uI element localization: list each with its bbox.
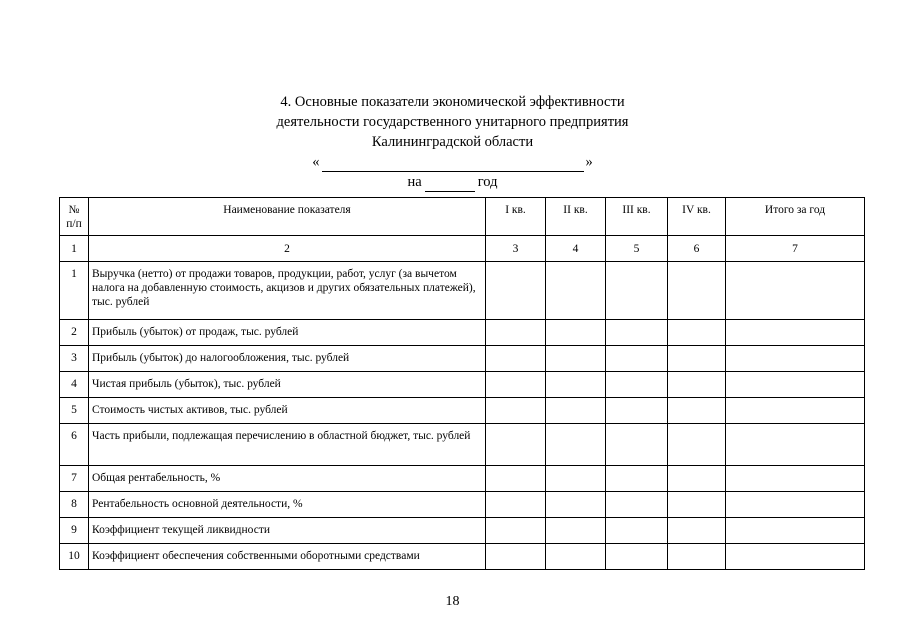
header-q3: III кв. (606, 198, 668, 236)
table-row (60, 372, 865, 398)
value-cell-total (726, 346, 865, 372)
header-q1: I кв. (486, 198, 546, 236)
column-number: 5 (606, 236, 668, 262)
value-cell-q1 (486, 518, 546, 544)
indicator-name: Рентабельность основной деятельности, % (89, 492, 486, 518)
document-title (0, 92, 905, 192)
value-cell-total (726, 320, 865, 346)
value-cell-q4 (668, 262, 726, 320)
indicators-table (59, 197, 865, 570)
column-numbers-row (60, 236, 865, 262)
value-cell-q3 (606, 320, 668, 346)
value-cell-q2 (546, 262, 606, 320)
indicator-name: Прибыль (убыток) до налогообложения, тыс. рублей (89, 346, 486, 372)
quote-close: » (585, 154, 593, 170)
value-cell-q1 (486, 544, 546, 570)
enterprise-name-line (0, 152, 905, 172)
column-number: 3 (486, 236, 546, 262)
title-line-3: Калининградской области (371, 134, 534, 150)
value-cell-q3 (606, 466, 668, 492)
value-cell-q3 (606, 262, 668, 320)
table-row (60, 492, 865, 518)
table-row (60, 398, 865, 424)
quote-open: « (312, 154, 320, 170)
column-number: 6 (668, 236, 726, 262)
value-cell-q2 (546, 544, 606, 570)
year-line (0, 172, 905, 192)
year-prefix: на (407, 174, 422, 190)
value-cell-total (726, 518, 865, 544)
enterprise-name-blank (322, 157, 584, 172)
title-line-1: 4. Основные показатели экономической эффективности (280, 94, 625, 110)
page-number: 18 (445, 594, 460, 609)
indicator-name: Выручка (нетто) от продажи товаров, продукции, работ, услуг (за вычетом налога на добавленную стоимость, акцизов и других обязательных платежей), тыс. рублей (89, 262, 486, 320)
year-blank (425, 177, 475, 192)
value-cell-q3 (606, 424, 668, 466)
indicator-name: Часть прибыли, подлежащая перечислению в областной бюджет, тыс. рублей (89, 424, 486, 466)
value-cell-q2 (546, 492, 606, 518)
table-row (60, 544, 865, 570)
value-cell-total (726, 466, 865, 492)
row-number: 8 (60, 492, 89, 518)
row-number: 4 (60, 372, 89, 398)
value-cell-q1 (486, 492, 546, 518)
title-line-2: деятельности государственного унитарного предприятия (276, 114, 629, 130)
table-row (60, 518, 865, 544)
value-cell-q2 (546, 466, 606, 492)
header-q2: II кв. (546, 198, 606, 236)
column-number: 2 (89, 236, 486, 262)
table-row (60, 466, 865, 492)
value-cell-total (726, 262, 865, 320)
value-cell-q2 (546, 398, 606, 424)
row-number: 1 (60, 262, 89, 320)
row-number: 2 (60, 320, 89, 346)
value-cell-q3 (606, 398, 668, 424)
indicator-name: Чистая прибыль (убыток), тыс. рублей (89, 372, 486, 398)
value-cell-q1 (486, 424, 546, 466)
row-number: 10 (60, 544, 89, 570)
value-cell-total (726, 398, 865, 424)
value-cell-total (726, 492, 865, 518)
table-row (60, 262, 865, 320)
indicator-name: Стоимость чистых активов, тыс. рублей (89, 398, 486, 424)
column-number: 4 (546, 236, 606, 262)
year-suffix: год (477, 174, 498, 190)
value-cell-q4 (668, 372, 726, 398)
header-total: Итого за год (726, 198, 865, 236)
header-name: Наименование показателя (89, 198, 486, 236)
value-cell-q2 (546, 372, 606, 398)
header-num: № п/п (60, 198, 89, 236)
value-cell-q4 (668, 492, 726, 518)
value-cell-q2 (546, 320, 606, 346)
table-row (60, 320, 865, 346)
value-cell-q1 (486, 372, 546, 398)
row-number: 3 (60, 346, 89, 372)
value-cell-q1 (486, 262, 546, 320)
value-cell-q1 (486, 320, 546, 346)
value-cell-q1 (486, 466, 546, 492)
value-cell-q3 (606, 492, 668, 518)
value-cell-q3 (606, 372, 668, 398)
value-cell-q3 (606, 346, 668, 372)
value-cell-q4 (668, 346, 726, 372)
value-cell-total (726, 424, 865, 466)
indicator-name: Коэффициент текущей ликвидности (89, 518, 486, 544)
value-cell-total (726, 544, 865, 570)
value-cell-total (726, 372, 865, 398)
indicator-name: Коэффициент обеспечения собственными оборотными средствами (89, 544, 486, 570)
value-cell-q4 (668, 398, 726, 424)
value-cell-q1 (486, 346, 546, 372)
header-q4: IV кв. (668, 198, 726, 236)
value-cell-q2 (546, 424, 606, 466)
value-cell-q2 (546, 518, 606, 544)
value-cell-q1 (486, 398, 546, 424)
row-number: 9 (60, 518, 89, 544)
row-number: 5 (60, 398, 89, 424)
value-cell-q3 (606, 544, 668, 570)
value-cell-q2 (546, 346, 606, 372)
indicator-name: Общая рентабельность, % (89, 466, 486, 492)
value-cell-q4 (668, 320, 726, 346)
header-row (60, 198, 865, 236)
indicator-name: Прибыль (убыток) от продаж, тыс. рублей (89, 320, 486, 346)
value-cell-q3 (606, 518, 668, 544)
value-cell-q4 (668, 518, 726, 544)
value-cell-q4 (668, 544, 726, 570)
column-number: 1 (60, 236, 89, 262)
table-row (60, 424, 865, 466)
row-number: 7 (60, 466, 89, 492)
table-row (60, 346, 865, 372)
value-cell-q4 (668, 424, 726, 466)
row-number: 6 (60, 424, 89, 466)
column-number: 7 (726, 236, 865, 262)
value-cell-q4 (668, 466, 726, 492)
